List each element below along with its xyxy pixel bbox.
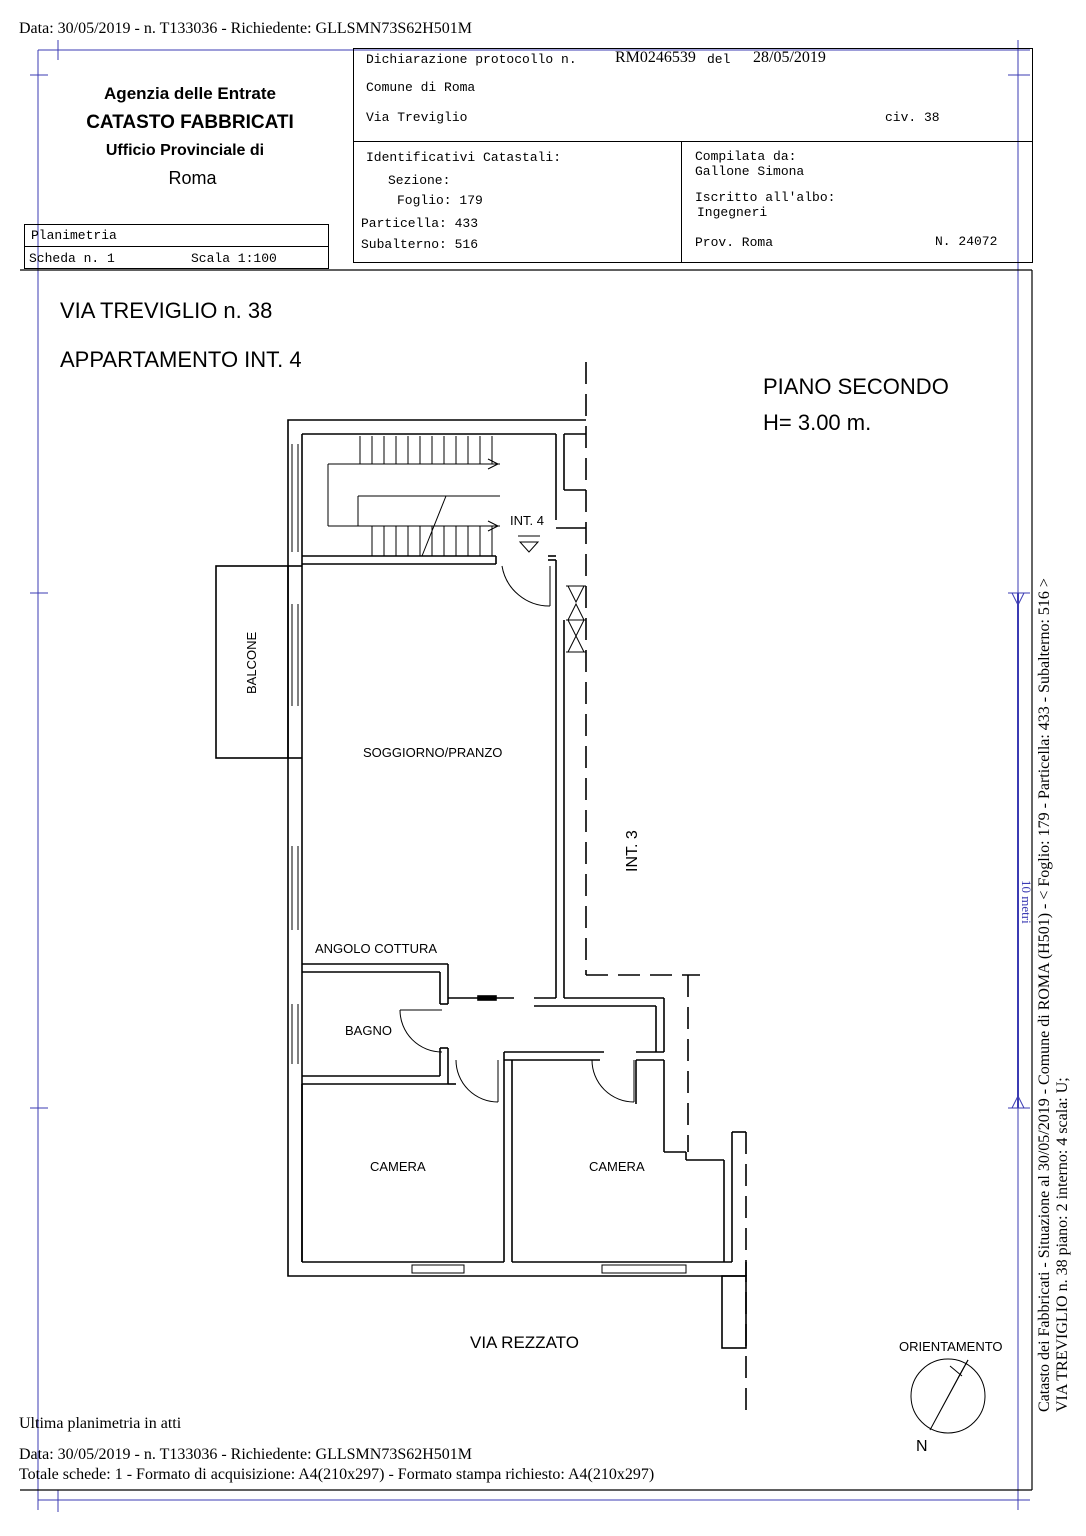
albo-number: N. 24072 (935, 234, 998, 249)
label-int4: INT. 4 (510, 513, 544, 528)
plan-height: H= 3.00 m. (763, 410, 872, 435)
dichiarazione-number: RM0246539 (615, 49, 696, 66)
dichiarazione-date: 28/05/2019 (753, 49, 826, 66)
footer-data: Data: 30/05/2019 - n. T133036 - Richiedente: GLLSMN73S62H501M (19, 1446, 472, 1463)
subalterno: Subalterno: 516 (361, 237, 479, 252)
agency-name: Agenzia delle Entrate (104, 84, 276, 103)
agency-city: Roma (168, 168, 217, 188)
side-text-line1: Catasto dei Fabbricati - Situazione al 30/05/2019 - Comune di ROMA (H501) - < Foglio: 179 - Particella: 433 - Subalterno: 516 > (1036, 578, 1053, 1412)
footer-totale: Totale schede: 1 - Formato di acquisizione: A4(210x297) - Formato stampa richiesto: A4(210x297) (19, 1466, 655, 1483)
dichiarazione-del: del (707, 52, 731, 67)
prov: Prov. Roma (695, 235, 774, 250)
particella: Particella: 433 (361, 216, 479, 231)
label-balcone: BALCONE (244, 631, 259, 694)
plan-address: VIA TREVIGLIO n. 38 (60, 298, 273, 323)
label-bagno: BAGNO (345, 1023, 392, 1038)
foglio: Foglio: 179 (397, 193, 483, 208)
civico: civ. 38 (885, 110, 940, 125)
planimetria-title: Planimetria (31, 228, 117, 243)
via: Via Treviglio (366, 110, 468, 125)
scheda-number: Scheda n. 1 (29, 251, 115, 266)
label-int3: INT. 3 (624, 830, 641, 872)
comune: Comune di Roma (366, 80, 476, 95)
albo-value: Ingegneri (697, 205, 768, 220)
sezione: Sezione: (388, 173, 451, 188)
header-request-line: Data: 30/05/2019 - n. T133036 - Richiedente: GLLSMN73S62H501M (19, 20, 472, 37)
scale-stamp: 10 metri (1019, 880, 1034, 924)
albo-label: Iscritto all'albo: (695, 190, 836, 205)
orientamento-label: ORIENTAMENTO (899, 1339, 1003, 1354)
side-text-line2: VIA TREVIGLIO n. 38 piano: 2 interno: 4 scala: U; (1054, 1077, 1071, 1412)
label-camera-1: CAMERA (370, 1159, 426, 1174)
north-label: N (916, 1438, 928, 1455)
agency-department: CATASTO FABBRICATI (86, 112, 294, 133)
label-street: VIA REZZATO (470, 1333, 579, 1352)
compass-icon (911, 1359, 985, 1433)
plan-unit: APPARTAMENTO INT. 4 (60, 347, 302, 372)
plan-floor: PIANO SECONDO (763, 374, 949, 399)
label-angolo-cottura: ANGOLO COTTURA (315, 941, 438, 956)
scala-value: Scala 1:100 (191, 251, 277, 266)
compilata-name: Gallone Simona (695, 164, 805, 179)
footer-ultima: Ultima planimetria in atti (19, 1415, 182, 1432)
identificativi-title: Identificativi Catastali: (366, 150, 562, 165)
compilata-label: Compilata da: (695, 149, 797, 164)
dichiarazione-label: Dichiarazione protocollo n. (366, 52, 577, 67)
agency-office: Ufficio Provinciale di (105, 142, 265, 159)
label-soggiorno: SOGGIORNO/PRANZO (363, 745, 503, 760)
label-camera-2: CAMERA (589, 1159, 645, 1174)
